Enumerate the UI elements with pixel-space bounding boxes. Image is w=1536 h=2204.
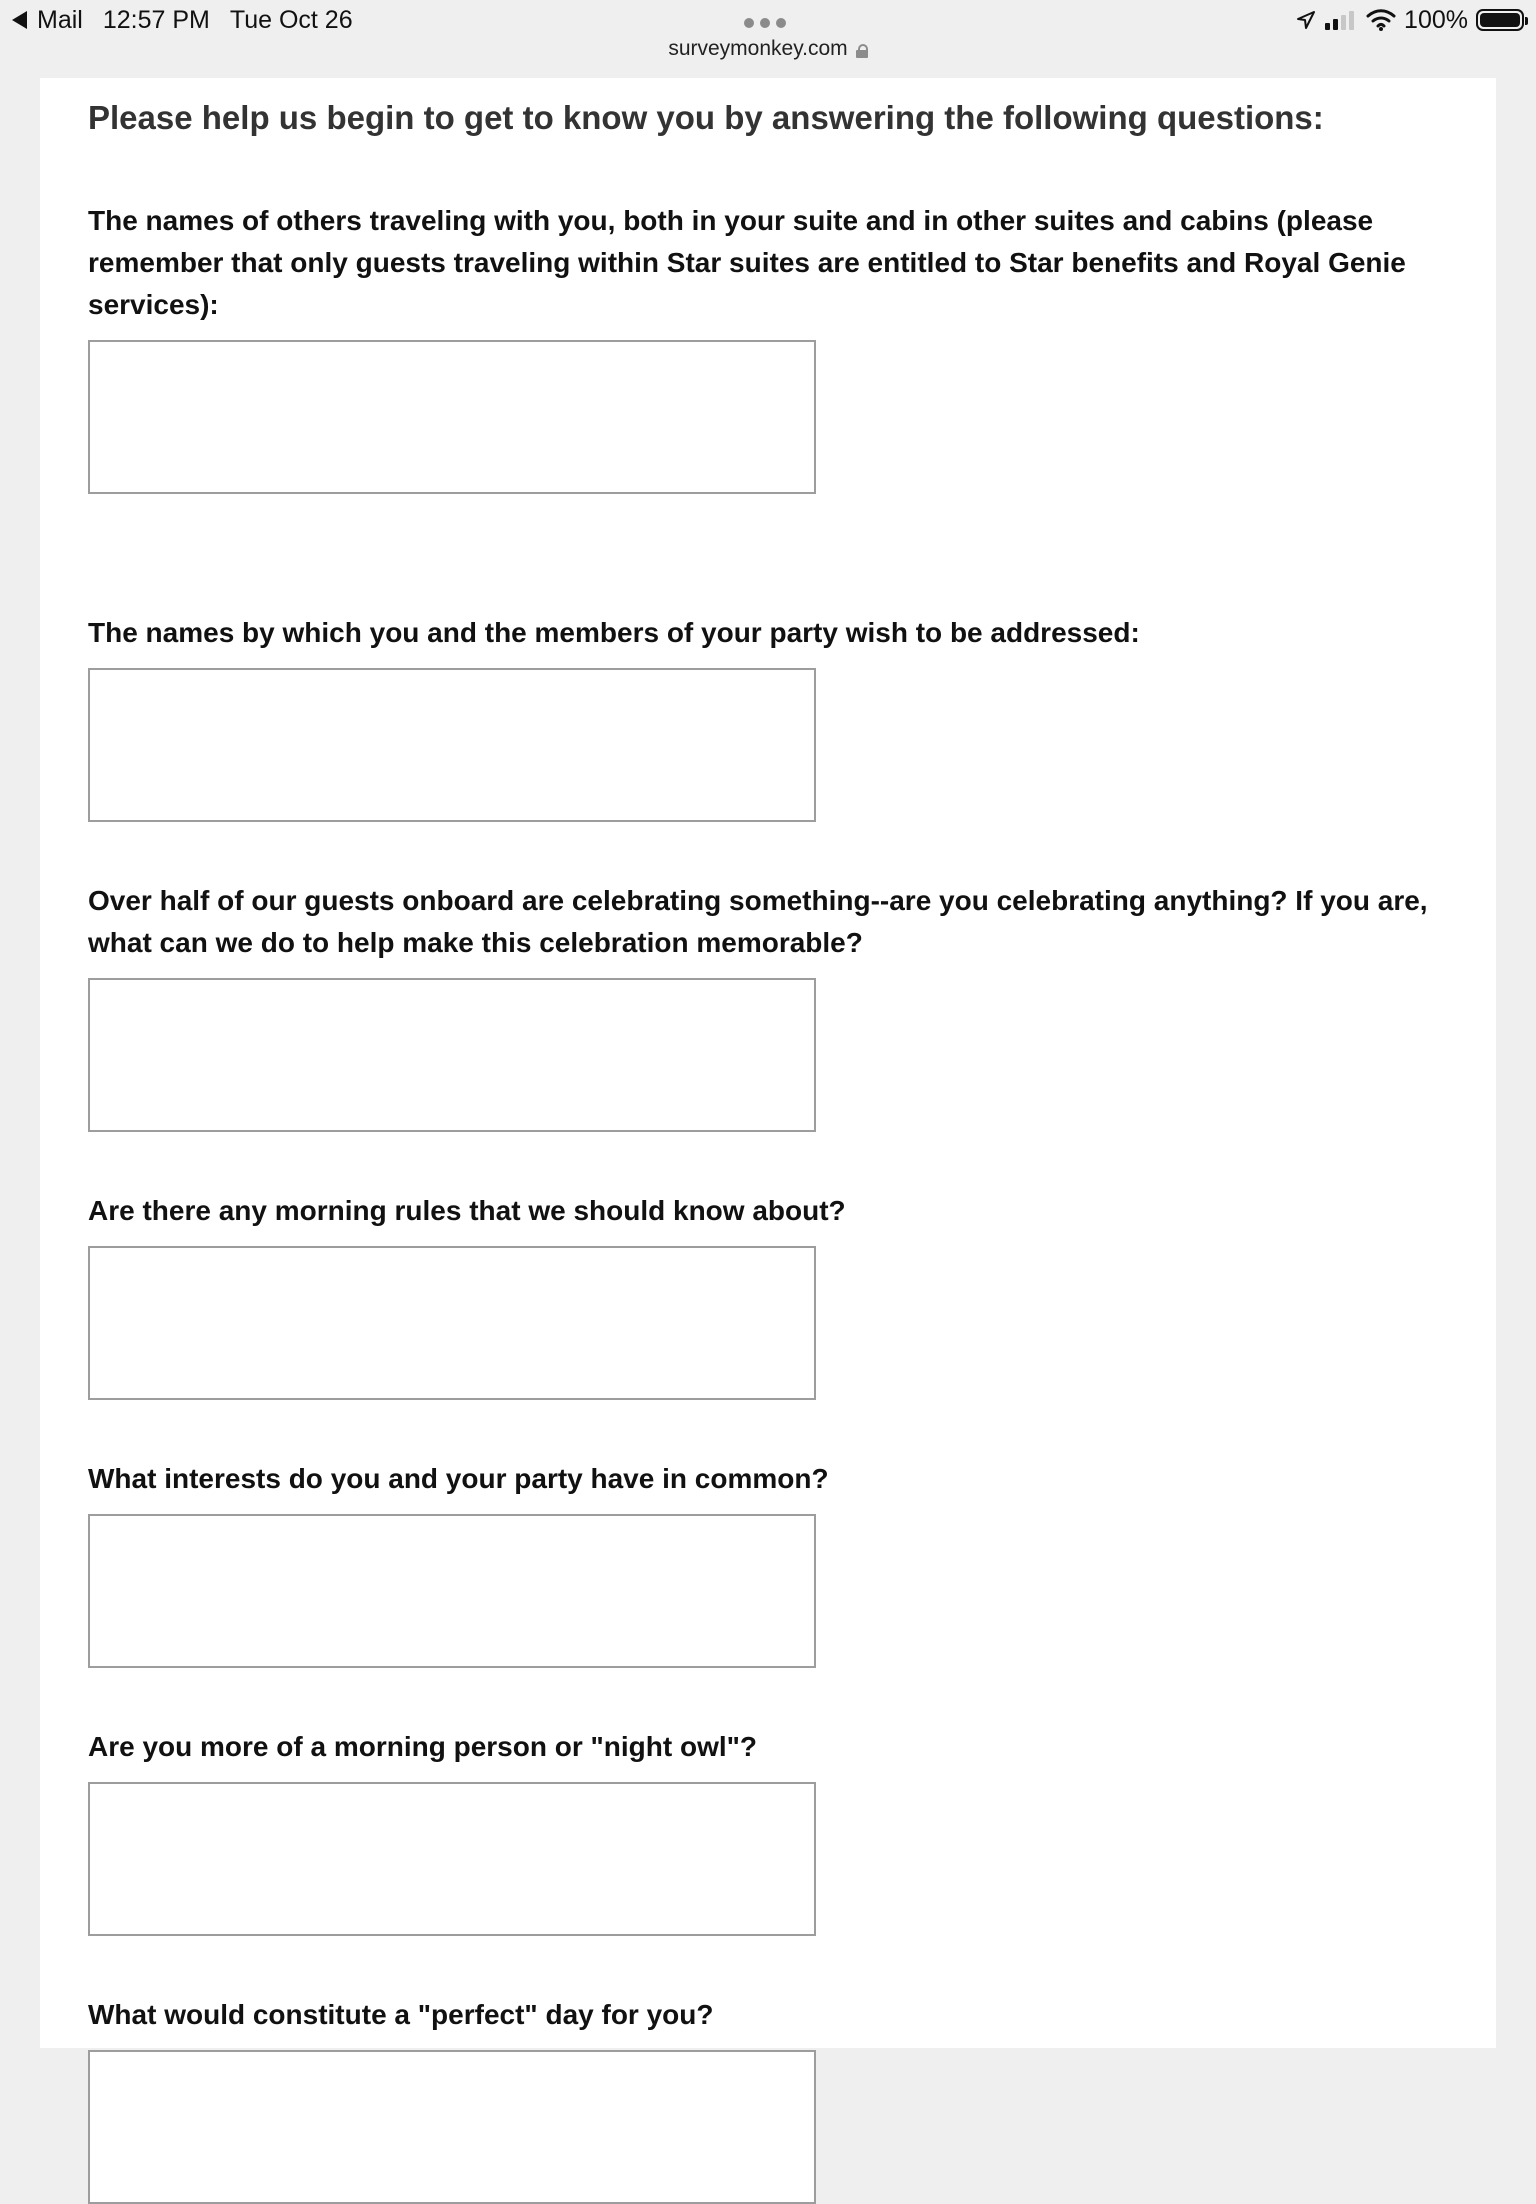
- answer-textarea[interactable]: [88, 978, 816, 1132]
- question-block: [88, 1190, 1488, 1400]
- dot: [776, 18, 786, 28]
- battery-icon: [1476, 9, 1524, 31]
- question-label: What would constitute a "perfect" day for you?: [88, 1999, 714, 2030]
- status-time: 12:57 PM: [102, 6, 210, 34]
- battery-percentage: 100%: [1404, 6, 1468, 34]
- answer-textarea[interactable]: [88, 1514, 816, 1668]
- page-title: Please help us begin to get to know you by answering the following questions:: [88, 99, 1324, 136]
- answer-textarea[interactable]: [88, 668, 816, 822]
- question-block: [88, 612, 1488, 822]
- question-block: [88, 1458, 1488, 1668]
- cellular-signal-icon: [1324, 9, 1358, 31]
- url-text: surveymonkey.com: [668, 37, 848, 60]
- question-label: The names by which you and the members of your party wish to be addressed:: [88, 617, 1140, 648]
- survey-card: [40, 78, 1496, 2048]
- answer-textarea[interactable]: [88, 1246, 816, 1400]
- question-label: Over half of our guests onboard are celebrating something--are you celebrating anything? If you are, what can we do to help make this celebration memorable?: [88, 885, 1428, 958]
- lock-icon: [856, 44, 868, 58]
- status-right: [1296, 4, 1524, 36]
- status-date: Tue Oct 26: [229, 6, 353, 34]
- back-to-mail-link[interactable]: Mail: [37, 6, 83, 34]
- dot: [744, 18, 754, 28]
- answer-textarea[interactable]: [88, 1782, 816, 1936]
- question-block: [88, 1726, 1488, 1936]
- back-arrow-icon[interactable]: [12, 11, 27, 29]
- status-left: [12, 4, 353, 36]
- address-bar[interactable]: [0, 35, 1536, 63]
- question-label: Are you more of a morning person or "night owl"?: [88, 1731, 758, 1762]
- question-block: [88, 200, 1488, 494]
- question-label: Are there any morning rules that we should know about?: [88, 1195, 846, 1226]
- location-arrow-icon: [1296, 10, 1316, 30]
- answer-textarea[interactable]: [88, 2050, 816, 2204]
- more-dots-icon[interactable]: [744, 18, 786, 28]
- wifi-icon: [1366, 8, 1396, 32]
- question-label: What interests do you and your party have in common?: [88, 1463, 829, 1494]
- answer-textarea[interactable]: [88, 340, 816, 494]
- status-bar: [0, 0, 1536, 76]
- question-block: [88, 880, 1488, 1132]
- question-block: [88, 1994, 1488, 2204]
- question-label: The names of others traveling with you, both in your suite and in other suites and cabins (please remember that only guests traveling within Star suites are entitled to Star benefits and Royal Genie services):: [88, 205, 1406, 320]
- dot: [760, 18, 770, 28]
